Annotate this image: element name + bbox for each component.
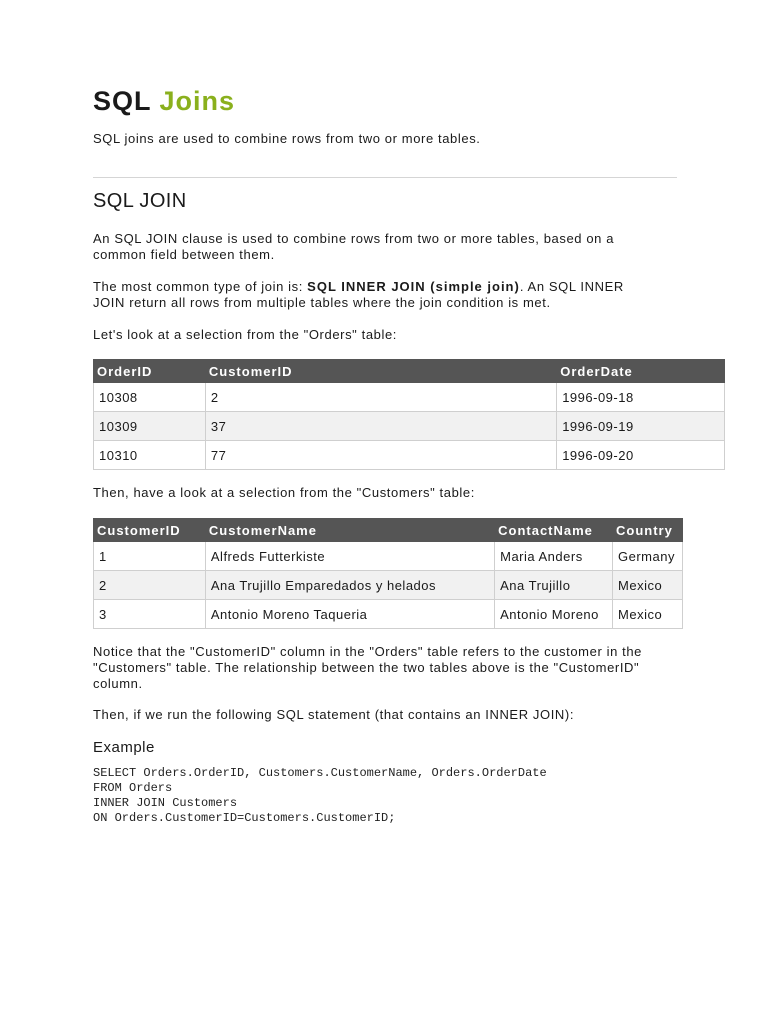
section-heading: SQL JOIN bbox=[93, 190, 187, 212]
table-cell: Ana Trujillo bbox=[495, 571, 613, 600]
table-cell: 1 bbox=[94, 542, 206, 571]
customers-header-cell: CustomerID bbox=[94, 519, 206, 542]
code-line: SELECT Orders.OrderID, Customers.CustomerName, Orders.OrderDate bbox=[93, 766, 547, 780]
customers-header-cell: ContactName bbox=[495, 519, 613, 542]
sql-code-block bbox=[93, 766, 547, 826]
table-row bbox=[94, 383, 725, 412]
table-cell: Maria Anders bbox=[495, 542, 613, 571]
table-cell: 77 bbox=[205, 441, 556, 470]
orders-header-cell: OrderID bbox=[94, 360, 206, 383]
table-cell: 2 bbox=[205, 383, 556, 412]
inner-join-text-after: . An SQL INNER JOIN return all rows from multiple tables where the join condition is met. bbox=[93, 279, 624, 310]
inner-join-paragraph bbox=[93, 279, 653, 311]
table-cell: Antonio Moreno Taqueria bbox=[205, 600, 494, 629]
customers-header-cell: CustomerName bbox=[205, 519, 494, 542]
relationship-paragraph: Notice that the "CustomerID" column in the "Orders" table refers to the customer in the "Customers" table. The relationship between the two tables above is the "CustomerID" column. bbox=[93, 644, 642, 691]
code-line: ON Orders.CustomerID=Customers.CustomerID; bbox=[93, 811, 396, 825]
page-title bbox=[93, 86, 235, 117]
title-main: SQL bbox=[93, 86, 152, 116]
table-row bbox=[94, 441, 725, 470]
intro-paragraph: An SQL JOIN clause is used to combine rows from two or more tables, based on a common field between them. bbox=[93, 231, 615, 262]
table-row bbox=[94, 571, 683, 600]
table-cell: 1996-09-18 bbox=[557, 383, 725, 412]
table-cell: Mexico bbox=[613, 571, 683, 600]
customers-header-row bbox=[94, 519, 683, 542]
statement-intro-paragraph: Then, if we run the following SQL statement (that contains an INNER JOIN): bbox=[93, 707, 575, 722]
customers-intro-paragraph: Then, have a look at a selection from the "Customers" table: bbox=[93, 485, 475, 500]
inner-join-bold: SQL INNER JOIN (simple join) bbox=[307, 279, 520, 294]
table-row bbox=[94, 600, 683, 629]
table-cell: Ana Trujillo Emparedados y helados bbox=[205, 571, 494, 600]
orders-intro-paragraph: Let's look at a selection from the "Orders" table: bbox=[93, 327, 398, 342]
table-cell: 1996-09-19 bbox=[557, 412, 725, 441]
table-cell: Antonio Moreno bbox=[495, 600, 613, 629]
table-cell: 10308 bbox=[94, 383, 206, 412]
table-row bbox=[94, 542, 683, 571]
table-row bbox=[94, 412, 725, 441]
orders-table bbox=[93, 359, 725, 470]
orders-header-cell: OrderDate bbox=[557, 360, 725, 383]
code-line: INNER JOIN Customers bbox=[93, 796, 238, 810]
table-cell: Germany bbox=[613, 542, 683, 571]
table-cell: 10309 bbox=[94, 412, 206, 441]
section-divider bbox=[93, 177, 677, 178]
table-cell: 37 bbox=[205, 412, 556, 441]
orders-header-row bbox=[94, 360, 725, 383]
example-heading: Example bbox=[93, 739, 155, 756]
table-cell: 2 bbox=[94, 571, 206, 600]
inner-join-text-before: The most common type of join is: bbox=[93, 279, 308, 294]
customers-header-cell: Country bbox=[613, 519, 683, 542]
table-cell: Mexico bbox=[613, 600, 683, 629]
code-line: FROM Orders bbox=[93, 781, 173, 795]
table-cell: Alfreds Futterkiste bbox=[205, 542, 494, 571]
customers-table bbox=[93, 518, 683, 629]
table-cell: 3 bbox=[94, 600, 206, 629]
table-cell: 10310 bbox=[94, 441, 206, 470]
page-subtitle: SQL joins are used to combine rows from two or more tables. bbox=[93, 131, 481, 146]
table-cell: 1996-09-20 bbox=[557, 441, 725, 470]
orders-header-cell: CustomerID bbox=[205, 360, 556, 383]
title-accent: Joins bbox=[159, 86, 236, 116]
